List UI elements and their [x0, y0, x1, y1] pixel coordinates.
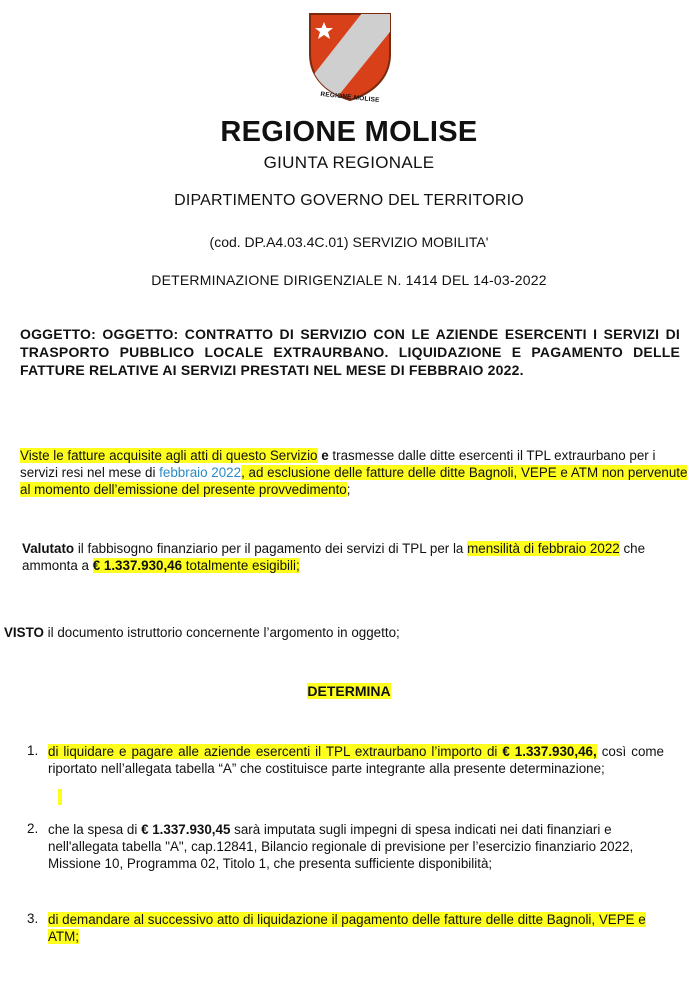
premise-text-highlighted: le fatture acquisite agli atti di questo Servizio [49, 448, 318, 463]
premise-text: il documento istruttorio concernente l’argomento in oggetto; [43, 625, 400, 640]
region-subtitle: GIUNTA REGIONALE [263, 153, 435, 172]
premise-text: ; [346, 482, 351, 497]
premise-text-highlighted: , ad esclusione delle fatture delle ditte Bagnoli, VEPE e ATM non pervenute al momento dell’emissione del presente provvedimento [20, 465, 688, 497]
premise-text: che ammonta a [22, 541, 646, 573]
list-number: 3. [27, 911, 39, 926]
month-link: febbraio 2022 [159, 465, 242, 480]
object-paragraph: OGGETTO: OGGETTO: CONTRATTO DI SERVIZIO CON LE AZIENDE ESERCENTI I SERVIZI DI TRASPORTO PUBBLICO LOCALE EXTRAURBANO. LIQUIDAZIONE E PAGAMENTO DELLE FATTURE RELATIVE AI SERVIZI PRESTATI NEL MESE DI FEBBRAIO 2022. [20, 326, 680, 378]
list-item: che la spesa di € 1.337.930,45 sarà imputata sugli impegni di spesa indicati nei dati finanziari e nell'allegata tabella "A", cap.12841, Bilancio regionale di previsione per l’esercizio finanziario 2022, Missione 10, Programma 02, Titolo 1, che presenta sufficiente disponibilità; [48, 822, 634, 871]
list-item: di liquidare e pagare alle aziende esercenti il TPL extraurbano l’importo di € 1.337.930,46, così come riportato nell’allegata tabella “A” che costituisce parte integrante alla presente determinazione; [48, 744, 664, 776]
department-line: DIPARTIMENTO GOVERNO DEL TERRITORIO [174, 192, 524, 209]
determina-heading: DETERMINA [307, 683, 391, 699]
premise-keyword: VISTO [4, 625, 44, 640]
amount-value: € 1.337.930,46, [502, 744, 597, 759]
logo-caption: REGIONE MOLISE [320, 90, 380, 105]
premise-text: il fabbisogno finanziario per il pagamento dei servizi di TPL per la [74, 541, 468, 556]
highlight-mark [58, 789, 62, 805]
premise-text-highlighted: mensilità di febbraio 2022 [467, 541, 620, 556]
premise-text: trasmesse dalle ditte esercenti il TPL extraurbano per i servizi resi nel mese di [20, 448, 656, 480]
premise-viste [20, 447, 688, 498]
premise-keyword: Valutato [22, 541, 75, 556]
list-number: 2. [27, 821, 39, 836]
determination-number: DETERMINAZIONE DIRIGENZIALE N. 1414 DEL 14-03-2022 [151, 272, 547, 288]
premise-valutato [22, 540, 688, 574]
region-title: REGIONE MOLISE [220, 116, 478, 148]
service-line: (cod. DP.A4.03.4C.01) SERVIZIO MOBILITA' [209, 234, 489, 250]
list-item: di demandare al successivo atto di liquidazione il pagamento delle fatture delle ditte Bagnoli, VEPE e ATM; [48, 912, 646, 944]
premise-text: e [317, 448, 329, 463]
premise-keyword: Viste [20, 448, 50, 463]
amount-value: € 1.337.930,45 [141, 822, 231, 837]
premise-visto [4, 624, 684, 641]
premise-text-highlighted: totalmente esigibili; [182, 558, 300, 573]
amount-value: € 1.337.930,46 [92, 558, 183, 573]
list-number: 1. [27, 743, 39, 758]
